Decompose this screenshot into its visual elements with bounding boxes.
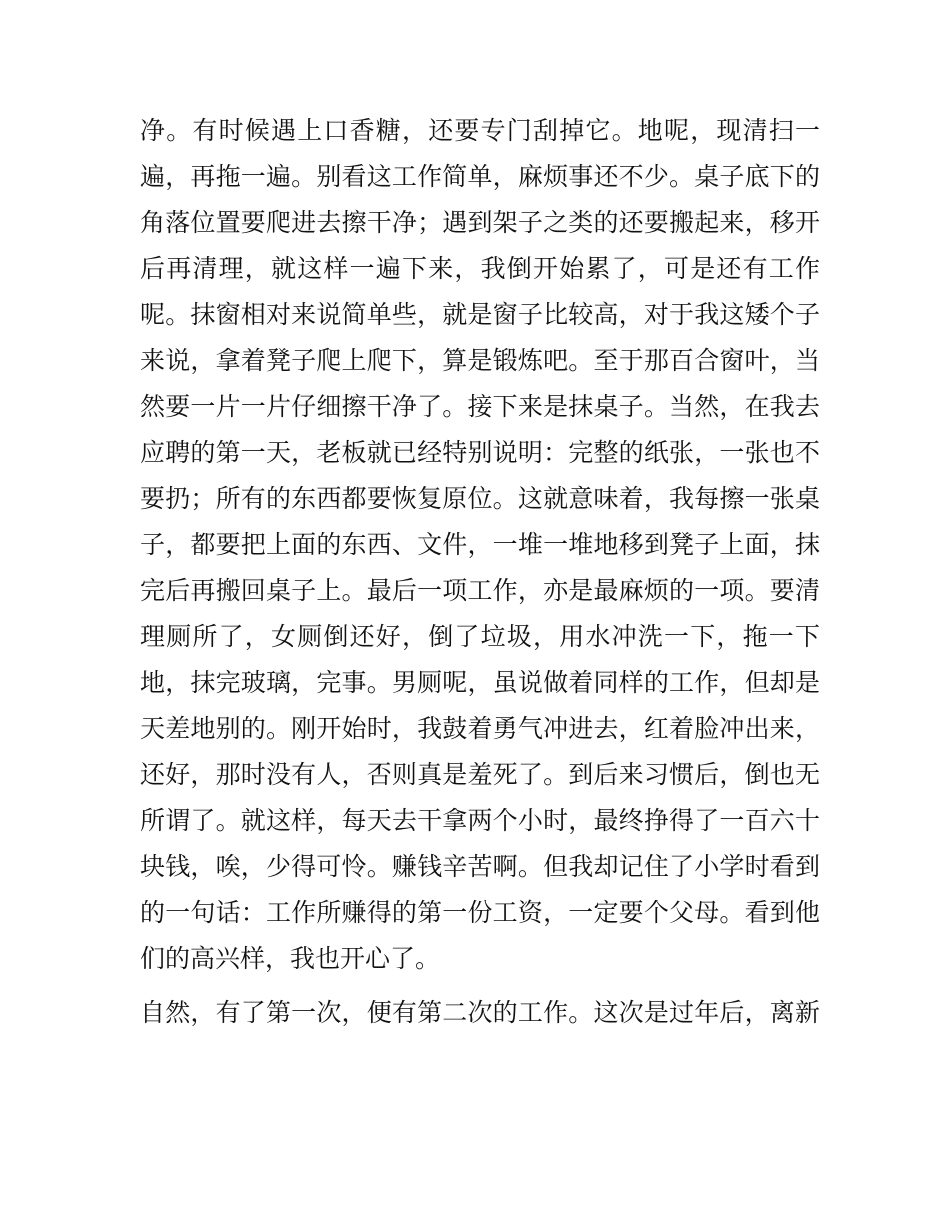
- text-line: 来说，拿着凳子爬上爬下，算是锻炼吧。至于那百合窗叶，当: [140, 346, 820, 375]
- body-text: [140, 108, 820, 1036]
- text-line: 净。有时候遇上口香糖，还要专门刮掉它。地呢，现清扫一: [140, 116, 820, 145]
- text-line: 呢。抹窗相对来说简单些，就是窗子比较高，对于我这矮个子: [140, 300, 820, 329]
- text-line: 角落位置要爬进去擦干净；遇到架子之类的还要搬起来，移开: [140, 208, 820, 237]
- text-line: 要扔；所有的东西都要恢复原位。这就意味着，我每擦一张桌: [140, 484, 820, 513]
- text-line: 地，抹完玻璃，完事。男厕呢，虽说做着同样的工作，但却是: [140, 668, 820, 697]
- text-line: 遍，再拖一遍。别看这工作简单，麻烦事还不少。桌子底下的: [140, 162, 820, 191]
- text-line: 应聘的第一天，老板就已经特别说明：完整的纸张，一张也不: [140, 438, 820, 467]
- paragraph-2: [140, 990, 820, 1036]
- text-line: 子，都要把上面的东西、文件，一堆一堆地移到凳子上面，抹: [140, 530, 820, 559]
- paragraph-1: [140, 108, 820, 982]
- text-line: 后再清理，就这样一遍下来，我倒开始累了，可是还有工作: [140, 254, 820, 283]
- text-line: 块钱，唉，少得可怜。赚钱辛苦啊。但我却记住了小学时看到: [140, 852, 820, 881]
- text-line: 的一句话：工作所赚得的第一份工资，一定要个父母。看到他: [140, 898, 820, 927]
- text-line: 然要一片一片仔细擦干净了。接下来是抹桌子。当然，在我去: [140, 392, 820, 421]
- text-line: 完后再搬回桌子上。最后一项工作，亦是最麻烦的一项。要清: [140, 576, 820, 605]
- text-line: 还好，那时没有人，否则真是羞死了。到后来习惯后，倒也无: [140, 760, 820, 789]
- text-line: 自然，有了第一次，便有第二次的工作。这次是过年后，离新: [140, 998, 820, 1027]
- text-line: 们的高兴样，我也开心了。: [140, 944, 441, 973]
- text-line: 理厕所了，女厕倒还好，倒了垃圾，用水冲洗一下，拖一下: [140, 622, 820, 651]
- text-line: 天差地别的。刚开始时，我鼓着勇气冲进去，红着脸冲出来，: [140, 714, 820, 743]
- paragraph-spacer: [140, 982, 820, 990]
- text-line: 所谓了。就这样，每天去干拿两个小时，最终挣得了一百六十: [140, 806, 820, 835]
